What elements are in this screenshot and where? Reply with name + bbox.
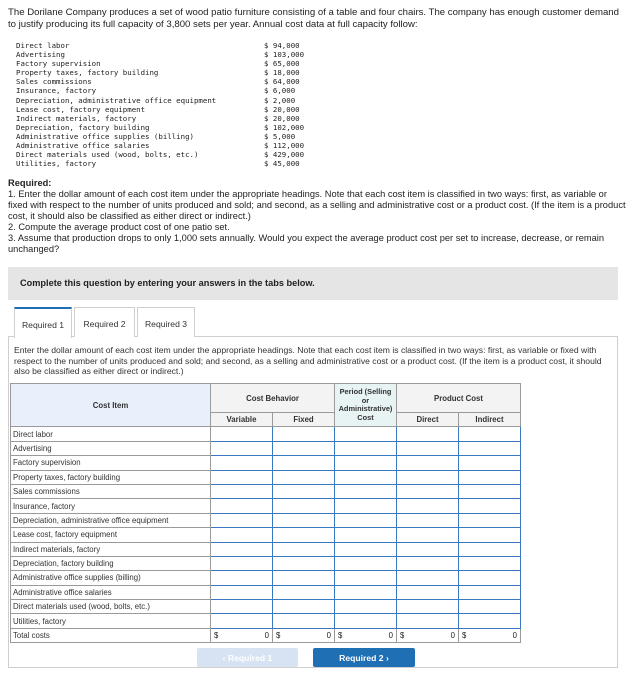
tab-bar (8, 307, 618, 337)
table-row (11, 470, 521, 484)
instructions-banner: Complete this question by entering your answers in the tabs below. (8, 267, 618, 300)
cost-data-label: Factory supervision (16, 59, 101, 69)
period-input[interactable] (335, 456, 397, 470)
cost-data-row (16, 68, 336, 77)
cost-item-label: Direct labor (11, 427, 211, 441)
problem-intro: The Dorilane Company produces a set of wood patio furniture consisting of a table and four chairs. The company has enough customer demand to justify producing its full capacity of 3,800 sets per year. Annual cost data at full capacity follow: (8, 7, 619, 30)
fixed-input[interactable] (273, 542, 335, 556)
cost-data-amount: $ 20,000 (264, 104, 300, 114)
cost-data-row (16, 41, 336, 50)
header-fixed: Fixed (273, 413, 335, 427)
period-input[interactable] (335, 571, 397, 585)
direct-input[interactable] (397, 456, 459, 470)
cost-data-label: Depreciation, administrative office equipment (16, 95, 217, 105)
cost-data-label: Sales commissions (16, 77, 92, 87)
variable-input[interactable] (211, 556, 273, 570)
direct-input[interactable] (397, 600, 459, 614)
variable-input[interactable] (211, 441, 273, 455)
indirect-input[interactable] (459, 528, 521, 542)
header-cost-item: Cost Item (11, 384, 211, 427)
indirect-input[interactable] (459, 441, 521, 455)
cost-data-amount: $ 102,000 (264, 122, 305, 132)
cost-data-label: Depreciation, factory building (16, 122, 150, 132)
indirect-input[interactable] (459, 470, 521, 484)
required-item-3: 3. Assume that production drops to only 1,000 sets annually. Would you expect the average product cost per set to increase, decrease, or remain unchanged? (8, 233, 605, 254)
fixed-input[interactable] (273, 614, 335, 628)
fixed-input[interactable] (273, 600, 335, 614)
total-value: 0 (450, 631, 455, 641)
cost-item-label: Advertising (11, 441, 211, 455)
table-row (11, 513, 521, 527)
indirect-input[interactable] (459, 513, 521, 527)
cost-item-label: Insurance, factory (11, 499, 211, 513)
direct-input[interactable] (397, 499, 459, 513)
variable-input[interactable] (211, 542, 273, 556)
indirect-input[interactable] (459, 600, 521, 614)
variable-input[interactable] (211, 456, 273, 470)
table-row (11, 585, 521, 599)
required-section (8, 178, 628, 255)
variable-input[interactable] (211, 600, 273, 614)
table-row (11, 556, 521, 570)
period-input[interactable] (335, 470, 397, 484)
cost-item-label: Depreciation, administrative office equipment (11, 513, 211, 527)
direct-input[interactable] (397, 571, 459, 585)
header-cost-behavior: Cost Behavior (211, 384, 335, 413)
direct-input[interactable] (397, 542, 459, 556)
cost-data-amount: $ 112,000 (264, 141, 305, 151)
required-heading: Required: (8, 178, 52, 188)
cost-item-label: Depreciation, factory building (11, 556, 211, 570)
period-input[interactable] (335, 499, 397, 513)
cost-item-label: Administrative office salaries (11, 585, 211, 599)
currency-symbol: $ (276, 631, 281, 641)
indirect-input[interactable] (459, 542, 521, 556)
variable-input[interactable] (211, 614, 273, 628)
cost-item-label: Factory supervision (11, 456, 211, 470)
table-row (11, 600, 521, 614)
table-row (11, 456, 521, 470)
total-period (335, 628, 397, 642)
cost-item-label: Utilities, factory (11, 614, 211, 628)
cost-data-row (16, 123, 336, 132)
period-input[interactable] (335, 585, 397, 599)
cost-data-row (16, 105, 336, 114)
total-label: Total costs (11, 628, 211, 642)
period-input[interactable] (335, 484, 397, 498)
indirect-input[interactable] (459, 499, 521, 513)
indirect-input[interactable] (459, 427, 521, 441)
table-row (11, 542, 521, 556)
direct-input[interactable] (397, 513, 459, 527)
table-row (11, 427, 521, 441)
variable-input[interactable] (211, 470, 273, 484)
cost-data-row (16, 86, 336, 95)
table-row (11, 528, 521, 542)
cost-item-label: Administrative office supplies (billing) (11, 571, 211, 585)
cost-data-label: Indirect materials, factory (16, 113, 137, 123)
cost-data-label: Utilities, factory (16, 159, 97, 169)
header-indirect: Indirect (459, 413, 521, 427)
direct-input[interactable] (397, 427, 459, 441)
cost-data-amount: $ 5,000 (264, 131, 296, 141)
fixed-input[interactable] (273, 441, 335, 455)
fixed-input[interactable] (273, 585, 335, 599)
total-indirect (459, 628, 521, 642)
cost-data-row (16, 96, 336, 105)
cost-data-label: Administrative office salaries (16, 141, 150, 151)
fixed-input[interactable] (273, 571, 335, 585)
period-input[interactable] (335, 556, 397, 570)
cost-data-amount: $ 103,000 (264, 50, 305, 60)
fixed-input[interactable] (273, 556, 335, 570)
variable-input[interactable] (211, 585, 273, 599)
period-input[interactable] (335, 528, 397, 542)
cost-data-amount: $ 2,000 (264, 95, 296, 105)
fixed-input[interactable] (273, 499, 335, 513)
cost-item-label: Sales commissions (11, 484, 211, 498)
cost-data-row (16, 159, 336, 168)
cost-data-amount: $ 18,000 (264, 68, 300, 78)
cost-data-row (16, 59, 336, 68)
fixed-input[interactable] (273, 456, 335, 470)
cost-data-label: Advertising (16, 50, 65, 60)
cost-data-list (16, 41, 336, 168)
indirect-input[interactable] (459, 614, 521, 628)
tab-required-3[interactable]: Required 3 (137, 307, 195, 337)
indirect-input[interactable] (459, 585, 521, 599)
table-row (11, 614, 521, 628)
required-item-1: 1. Enter the dollar amount of each cost item under the appropriate headings. Note that each cost item is classified in two ways: first, as variable or fixed with respect to the number of units produced and sold; and second, as a selling and administrative cost or a product cost. (If the item is a product cost, it should also be classified as either direct or indirect.) (8, 189, 626, 221)
cost-data-label: Lease cost, factory equipment (16, 104, 146, 114)
cost-data-amount: $ 94,000 (264, 41, 300, 50)
variable-input[interactable] (211, 528, 273, 542)
period-input[interactable] (335, 441, 397, 455)
previous-button[interactable]: ‹ Required 1 (197, 648, 298, 667)
total-fixed (273, 628, 335, 642)
currency-symbol: $ (400, 631, 405, 641)
required-item-2: 2. Compute the average product cost of one patio set. (8, 222, 230, 232)
direct-input[interactable] (397, 470, 459, 484)
table-row (11, 484, 521, 498)
variable-input[interactable] (211, 427, 273, 441)
table-row (11, 441, 521, 455)
fixed-input[interactable] (273, 470, 335, 484)
cost-data-row (16, 50, 336, 59)
cost-item-label: Direct materials used (wood, bolts, etc.) (11, 600, 211, 614)
cost-item-label: Lease cost, factory equipment (11, 528, 211, 542)
variable-input[interactable] (211, 484, 273, 498)
indirect-input[interactable] (459, 571, 521, 585)
cost-data-amount: $ 429,000 (264, 150, 305, 160)
cost-data-amount: $ 20,000 (264, 113, 300, 123)
period-input[interactable] (335, 542, 397, 556)
cost-data-row (16, 114, 336, 123)
period-input[interactable] (335, 600, 397, 614)
variable-input[interactable] (211, 513, 273, 527)
period-input[interactable] (335, 513, 397, 527)
cost-data-amount: $ 64,000 (264, 77, 300, 87)
indirect-input[interactable] (459, 456, 521, 470)
cost-item-label: Property taxes, factory building (11, 470, 211, 484)
total-direct (397, 628, 459, 642)
direct-input[interactable] (397, 585, 459, 599)
cost-data-amount: $ 65,000 (264, 59, 300, 69)
table-row (11, 571, 521, 585)
tab-required-2[interactable]: Required 2 (74, 307, 135, 337)
currency-symbol: $ (214, 631, 219, 641)
fixed-input[interactable] (273, 528, 335, 542)
indirect-input[interactable] (459, 484, 521, 498)
total-value: 0 (264, 631, 269, 641)
cost-data-label: Property taxes, factory building (16, 68, 159, 78)
period-input[interactable] (335, 614, 397, 628)
header-product-cost: Product Cost (397, 384, 521, 413)
cost-data-label: Direct labor (16, 41, 70, 50)
header-period-cost: Period (Selling or Administrative) Cost (335, 384, 397, 427)
cost-data-amount: $ 45,000 (264, 159, 300, 169)
next-button[interactable]: Required 2 › (313, 648, 415, 667)
total-row (11, 628, 521, 642)
fixed-input[interactable] (273, 513, 335, 527)
currency-symbol: $ (462, 631, 467, 641)
cost-classification-table (10, 383, 521, 643)
tab-required-1[interactable]: Required 1 (14, 307, 72, 338)
direct-input[interactable] (397, 484, 459, 498)
currency-symbol: $ (338, 631, 343, 641)
cost-data-row (16, 132, 336, 141)
direct-input[interactable] (397, 528, 459, 542)
total-value: 0 (388, 631, 393, 641)
cost-data-amount: $ 6,000 (264, 86, 296, 96)
total-value: 0 (326, 631, 331, 641)
cost-data-label: Direct materials used (wood, bolts, etc.) (16, 150, 199, 160)
direct-input[interactable] (397, 614, 459, 628)
header-direct: Direct (397, 413, 459, 427)
fixed-input[interactable] (273, 484, 335, 498)
cost-data-label: Administrative office supplies (billing) (16, 131, 194, 141)
indirect-input[interactable] (459, 556, 521, 570)
total-variable (211, 628, 273, 642)
cost-data-row (16, 141, 336, 150)
cost-data-row (16, 77, 336, 86)
direct-input[interactable] (397, 441, 459, 455)
cost-data-row (16, 150, 336, 159)
direct-input[interactable] (397, 556, 459, 570)
fixed-input[interactable] (273, 427, 335, 441)
cost-item-label: Indirect materials, factory (11, 542, 211, 556)
variable-input[interactable] (211, 571, 273, 585)
panel-instruction: Enter the dollar amount of each cost item under the appropriate headings. Note that each cost item is classified in two ways: first, as variable or fixed with respect to the number of units produced and sold; and second, as a selling and administrative cost or a product cost. (If the item is a product cost, it should also be classified as either direct or indirect.) (14, 345, 602, 376)
period-input[interactable] (335, 427, 397, 441)
total-value: 0 (512, 631, 517, 641)
cost-data-label: Insurance, factory (16, 86, 97, 96)
table-row (11, 499, 521, 513)
header-variable: Variable (211, 413, 273, 427)
variable-input[interactable] (211, 499, 273, 513)
